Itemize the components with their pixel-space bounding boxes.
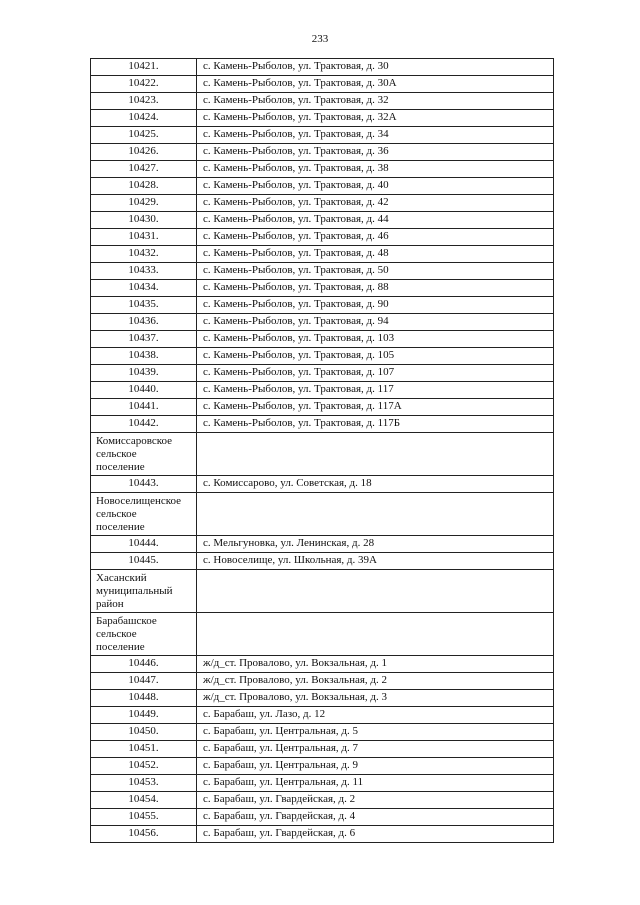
entry-address: ж/д_ст. Провалово, ул. Вокзальная, д. 1 bbox=[197, 656, 554, 673]
section-heading-line: сельское bbox=[96, 628, 137, 640]
entry-number: 10439. bbox=[91, 365, 197, 382]
entry-number: 10455. bbox=[91, 809, 197, 826]
entry-address: с. Камень-Рыболов, ул. Трактовая, д. 42 bbox=[197, 195, 554, 212]
table-row bbox=[91, 416, 554, 433]
table-row bbox=[91, 314, 554, 331]
entry-number: 10429. bbox=[91, 195, 197, 212]
entry-number: 10452. bbox=[91, 758, 197, 775]
entry-number: 10431. bbox=[91, 229, 197, 246]
entry-address: с. Камень-Рыболов, ул. Трактовая, д. 32 bbox=[197, 93, 554, 110]
table-row bbox=[91, 127, 554, 144]
entry-address: с. Камень-Рыболов, ул. Трактовая, д. 90 bbox=[197, 297, 554, 314]
table-row bbox=[91, 59, 554, 76]
table-row bbox=[91, 331, 554, 348]
section-heading-line: сельское bbox=[96, 508, 137, 520]
entry-number: 10440. bbox=[91, 382, 197, 399]
entry-address: с. Камень-Рыболов, ул. Трактовая, д. 30А bbox=[197, 76, 554, 93]
section-heading-line: поселение bbox=[96, 461, 145, 473]
table-row bbox=[91, 758, 554, 775]
entry-address: с. Барабаш, ул. Гвардейская, д. 2 bbox=[197, 792, 554, 809]
entry-address: с. Барабаш, ул. Лазо, д. 12 bbox=[197, 707, 554, 724]
entry-address: с. Камень-Рыболов, ул. Трактовая, д. 117А bbox=[197, 399, 554, 416]
entry-address: ж/д_ст. Провалово, ул. Вокзальная, д. 3 bbox=[197, 690, 554, 707]
section-heading-line: Барабашское bbox=[96, 615, 157, 627]
entry-number: 10448. bbox=[91, 690, 197, 707]
table-row bbox=[91, 536, 554, 553]
table-row bbox=[91, 178, 554, 195]
section-heading bbox=[91, 493, 197, 536]
entry-address: с. Камень-Рыболов, ул. Трактовая, д. 30 bbox=[197, 59, 554, 76]
entry-number: 10427. bbox=[91, 161, 197, 178]
entry-address: с. Камень-Рыболов, ул. Трактовая, д. 36 bbox=[197, 144, 554, 161]
entry-address: с. Камень-Рыболов, ул. Трактовая, д. 94 bbox=[197, 314, 554, 331]
empty-cell bbox=[197, 613, 554, 656]
entry-address: с. Барабаш, ул. Гвардейская, д. 4 bbox=[197, 809, 554, 826]
section-heading-line: сельское bbox=[96, 448, 137, 460]
table-row bbox=[91, 673, 554, 690]
section-heading-line: поселение bbox=[96, 641, 145, 653]
entry-address: с. Камень-Рыболов, ул. Трактовая, д. 32А bbox=[197, 110, 554, 127]
entry-address: с. Камень-Рыболов, ул. Трактовая, д. 46 bbox=[197, 229, 554, 246]
entry-number: 10449. bbox=[91, 707, 197, 724]
section-heading-line: Хасанский bbox=[96, 572, 147, 584]
empty-cell bbox=[197, 570, 554, 613]
section-heading-line: Новоселищенское bbox=[96, 495, 182, 507]
entry-number: 10454. bbox=[91, 792, 197, 809]
table-row bbox=[91, 775, 554, 792]
table-row bbox=[91, 826, 554, 843]
entry-number: 10435. bbox=[91, 297, 197, 314]
table-row bbox=[91, 741, 554, 758]
table-row bbox=[91, 195, 554, 212]
entry-number: 10421. bbox=[91, 59, 197, 76]
section-heading bbox=[91, 433, 197, 476]
entry-number: 10436. bbox=[91, 314, 197, 331]
entry-address: с. Барабаш, ул. Центральная, д. 7 bbox=[197, 741, 554, 758]
table-row bbox=[91, 246, 554, 263]
entry-number: 10438. bbox=[91, 348, 197, 365]
entry-number: 10445. bbox=[91, 553, 197, 570]
entry-address: с. Мельгуновка, ул. Ленинская, д. 28 bbox=[197, 536, 554, 553]
entry-number: 10444. bbox=[91, 536, 197, 553]
table-row bbox=[91, 280, 554, 297]
entry-address: с. Барабаш, ул. Центральная, д. 9 bbox=[197, 758, 554, 775]
entry-address: с. Камень-Рыболов, ул. Трактовая, д. 44 bbox=[197, 212, 554, 229]
table-row bbox=[91, 93, 554, 110]
entry-address: с. Камень-Рыболов, ул. Трактовая, д. 117Б bbox=[197, 416, 554, 433]
entry-address: с. Камень-Рыболов, ул. Трактовая, д. 50 bbox=[197, 263, 554, 280]
entry-number: 10433. bbox=[91, 263, 197, 280]
entry-number: 10425. bbox=[91, 127, 197, 144]
table-row bbox=[91, 144, 554, 161]
table-row bbox=[91, 553, 554, 570]
entry-number: 10422. bbox=[91, 76, 197, 93]
table-row bbox=[91, 690, 554, 707]
entry-address: с. Барабаш, ул. Центральная, д. 5 bbox=[197, 724, 554, 741]
entry-number: 10451. bbox=[91, 741, 197, 758]
entry-number: 10430. bbox=[91, 212, 197, 229]
entry-number: 10441. bbox=[91, 399, 197, 416]
entry-address: с. Камень-Рыболов, ул. Трактовая, д. 88 bbox=[197, 280, 554, 297]
table-row bbox=[91, 76, 554, 93]
table-row bbox=[91, 382, 554, 399]
section-heading-line: район bbox=[96, 598, 124, 610]
table-row bbox=[91, 263, 554, 280]
table-row bbox=[91, 656, 554, 673]
empty-cell bbox=[197, 493, 554, 536]
section-heading bbox=[91, 613, 197, 656]
section-heading-row bbox=[91, 433, 554, 476]
table-row bbox=[91, 229, 554, 246]
table-row bbox=[91, 792, 554, 809]
entry-address: с. Камень-Рыболов, ул. Трактовая, д. 38 bbox=[197, 161, 554, 178]
entry-address: с. Камень-Рыболов, ул. Трактовая, д. 40 bbox=[197, 178, 554, 195]
entry-number: 10443. bbox=[91, 476, 197, 493]
table-row bbox=[91, 809, 554, 826]
entry-address: с. Камень-Рыболов, ул. Трактовая, д. 107 bbox=[197, 365, 554, 382]
table-row bbox=[91, 297, 554, 314]
entry-number: 10423. bbox=[91, 93, 197, 110]
entry-number: 10447. bbox=[91, 673, 197, 690]
entry-number: 10426. bbox=[91, 144, 197, 161]
entry-number: 10437. bbox=[91, 331, 197, 348]
table-row bbox=[91, 724, 554, 741]
entry-address: ж/д_ст. Провалово, ул. Вокзальная, д. 2 bbox=[197, 673, 554, 690]
table-row bbox=[91, 399, 554, 416]
entry-address: с. Камень-Рыболов, ул. Трактовая, д. 48 bbox=[197, 246, 554, 263]
entry-number: 10432. bbox=[91, 246, 197, 263]
table-row bbox=[91, 476, 554, 493]
entry-number: 10450. bbox=[91, 724, 197, 741]
section-heading-line: муниципальный bbox=[96, 585, 173, 597]
table-row bbox=[91, 212, 554, 229]
entry-number: 10434. bbox=[91, 280, 197, 297]
section-heading-line: Комиссаровское bbox=[96, 435, 173, 447]
entry-address: с. Камень-Рыболов, ул. Трактовая, д. 34 bbox=[197, 127, 554, 144]
address-registry-table bbox=[90, 58, 554, 843]
entry-address: с. Камень-Рыболов, ул. Трактовая, д. 105 bbox=[197, 348, 554, 365]
section-heading-row bbox=[91, 570, 554, 613]
entry-address: с. Барабаш, ул. Центральная, д. 11 bbox=[197, 775, 554, 792]
section-heading-row bbox=[91, 613, 554, 656]
entry-number: 10446. bbox=[91, 656, 197, 673]
page-number: 233 bbox=[311, 33, 329, 45]
table-row bbox=[91, 707, 554, 724]
entry-address: с. Камень-Рыболов, ул. Трактовая, д. 103 bbox=[197, 331, 554, 348]
entry-address: с. Комиссарово, ул. Советская, д. 18 bbox=[197, 476, 554, 493]
section-heading bbox=[91, 570, 197, 613]
entry-number: 10456. bbox=[91, 826, 197, 843]
empty-cell bbox=[197, 433, 554, 476]
table-row bbox=[91, 110, 554, 127]
entry-address: с. Барабаш, ул. Гвардейская, д. 6 bbox=[197, 826, 554, 843]
section-heading-line: поселение bbox=[96, 521, 145, 533]
table-row bbox=[91, 365, 554, 382]
table-row bbox=[91, 161, 554, 178]
registry-body bbox=[91, 59, 554, 843]
entry-number: 10424. bbox=[91, 110, 197, 127]
entry-number: 10442. bbox=[91, 416, 197, 433]
table-row bbox=[91, 348, 554, 365]
section-heading-row bbox=[91, 493, 554, 536]
entry-address: с. Новоселище, ул. Школьная, д. 39А bbox=[197, 553, 554, 570]
entry-number: 10428. bbox=[91, 178, 197, 195]
entry-number: 10453. bbox=[91, 775, 197, 792]
entry-address: с. Камень-Рыболов, ул. Трактовая, д. 117 bbox=[197, 382, 554, 399]
